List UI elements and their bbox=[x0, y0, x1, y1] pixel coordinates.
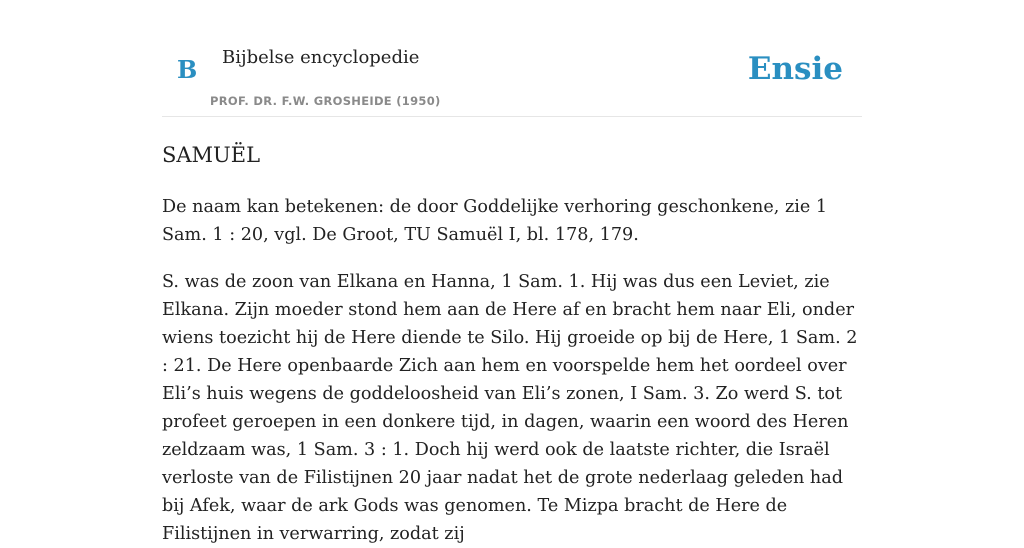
article-title: SAMUËL bbox=[162, 143, 261, 167]
book-author: PROF. DR. F.W. GROSHEIDE (1950) bbox=[210, 94, 441, 108]
ensie-logo-link[interactable]: Ensie bbox=[747, 51, 843, 87]
article bbox=[162, 136, 862, 548]
article-paragraph: De naam kan betekenen: de door Goddelijke verhoring geschonkene, zie 1 Sam. 1 : 20, vgl. De Groot, TU Samuël I, bl. 178, 179. bbox=[162, 197, 828, 245]
book-letter-logo[interactable]: B bbox=[177, 55, 198, 84]
book-header bbox=[162, 0, 862, 117]
book-title-link[interactable]: Bijbelse encyclopedie bbox=[222, 47, 420, 68]
article-paragraph: S. was de zoon van Elkana en Hanna, 1 Sam. 1. Hij was dus een Leviet, zie Elkana. Zijn moeder stond hem aan de Here af en bracht hem naar Eli, onder wiens toezicht hij de Here diende te Silo. Hij groeide op bij de Here, 1 Sam. 2 : 21. De Here openbaarde Zich aan hem en voorspelde hem het oordeel over Eli’s huis wegens de goddeloosheid van Eli’s zonen, I Sam. 3. Zo werd S. tot profeet geroepen in een donkere tijd, in dagen, waarin een woord des Heren zeldzaam was, 1 Sam. 3 : 1. Doch hij werd ook de laatste richter, die Israël verloste van de Filistijnen 20 jaar nadat het de grote nederlaag geleden had bij Afek, waar de ark Gods was genomen. Te Mizpa bracht de Here de Filistijnen in verwarring, zodat zij bbox=[162, 272, 858, 544]
